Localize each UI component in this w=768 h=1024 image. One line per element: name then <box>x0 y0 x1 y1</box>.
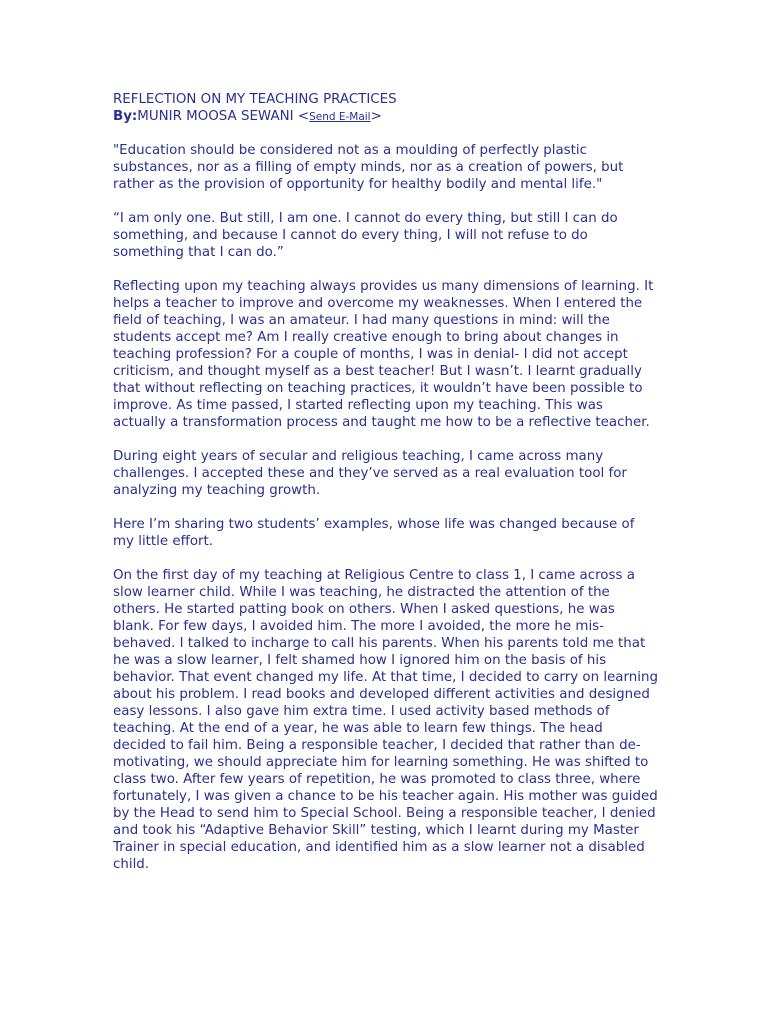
body-paragraph: During eight years of secular and religious teaching, I came across many challenges. I accepted these and they’ve served as a real evaluation tool for analyzing my teaching growth. <box>113 449 627 498</box>
byline <box>113 108 658 126</box>
body-paragraph: Here I’m sharing two students’ examples, whose life was changed because of my little effort. <box>113 517 635 549</box>
byline-label: By: <box>113 109 138 124</box>
quote-paragraph-2: “I am only one. But still, I am one. I cannot do every thing, but still I can do something, and because I cannot do every thing, I will not refuse to do something that I can do.” <box>113 211 618 260</box>
article <box>113 91 658 890</box>
email-close-bracket: > <box>370 109 382 124</box>
body-paragraph: On the first day of my teaching at Religious Centre to class 1, I came across a slow learner child. While I was teaching, he distracted the attention of the others. He started patting book on others. When I asked questions, he was blank. For few days, I avoided him. The more I avoided, the more he mis-behaved. I talked to incharge to call his parents. When his parents told me that he was a slow learner, I felt shamed how I ignored him on the basis of his behavior. That event changed my life. At that time, I decided to carry on learning about his problem. I read books and developed different activities and designed easy lessons. I also gave him extra time. I used activity based methods of teaching. At the end of a year, he was able to learn few things. The head decided to fail him. Being a responsible teacher, I decided that rather than de-motivating, we should appreciate him for learning something. He was shifted to class two. After few years of repetition, he was promoted to class three, where fortunately, I was given a chance to be his teacher again. His mother was guided by the Head to send him to Special School. Being a responsible teacher, I denied and took his “Adaptive Behavior Skill” testing, which I learnt during my Master Trainer in special education, and identified him as a slow learner not a disabled child. <box>113 568 658 872</box>
body-paragraph: Reflecting upon my teaching always provides us many dimensions of learning. It helps a teacher to improve and overcome my weaknesses. When I entered the field of teaching, I was an amateur. I had many questions in mind: will the students accept me? Am I really creative enough to bring about changes in teaching profession? For a couple of months, I was in denial- I did not accept criticism, and thought myself as a best teacher! But I wasn’t. I learnt gradually that without reflecting on teaching practices, it wouldn’t have been possible to improve. As time passed, I started reflecting upon my teaching. This was actually a transformation process and taught me how to be a reflective teacher. <box>113 279 654 430</box>
author-name: MUNIR MOOSA SEWANI <box>137 109 294 124</box>
email-open-bracket: < <box>293 109 310 124</box>
send-email-link[interactable]: Send E-Mail <box>309 111 371 123</box>
quote-paragraph: "Education should be considered not as a moulding of perfectly plastic substances, nor as a filling of empty minds, nor as a creation of powers, but rather as the provision of opportunity for healthy bodily and mental life." <box>113 143 624 192</box>
article-title: REFLECTION ON MY TEACHING PRACTICES <box>113 92 397 107</box>
